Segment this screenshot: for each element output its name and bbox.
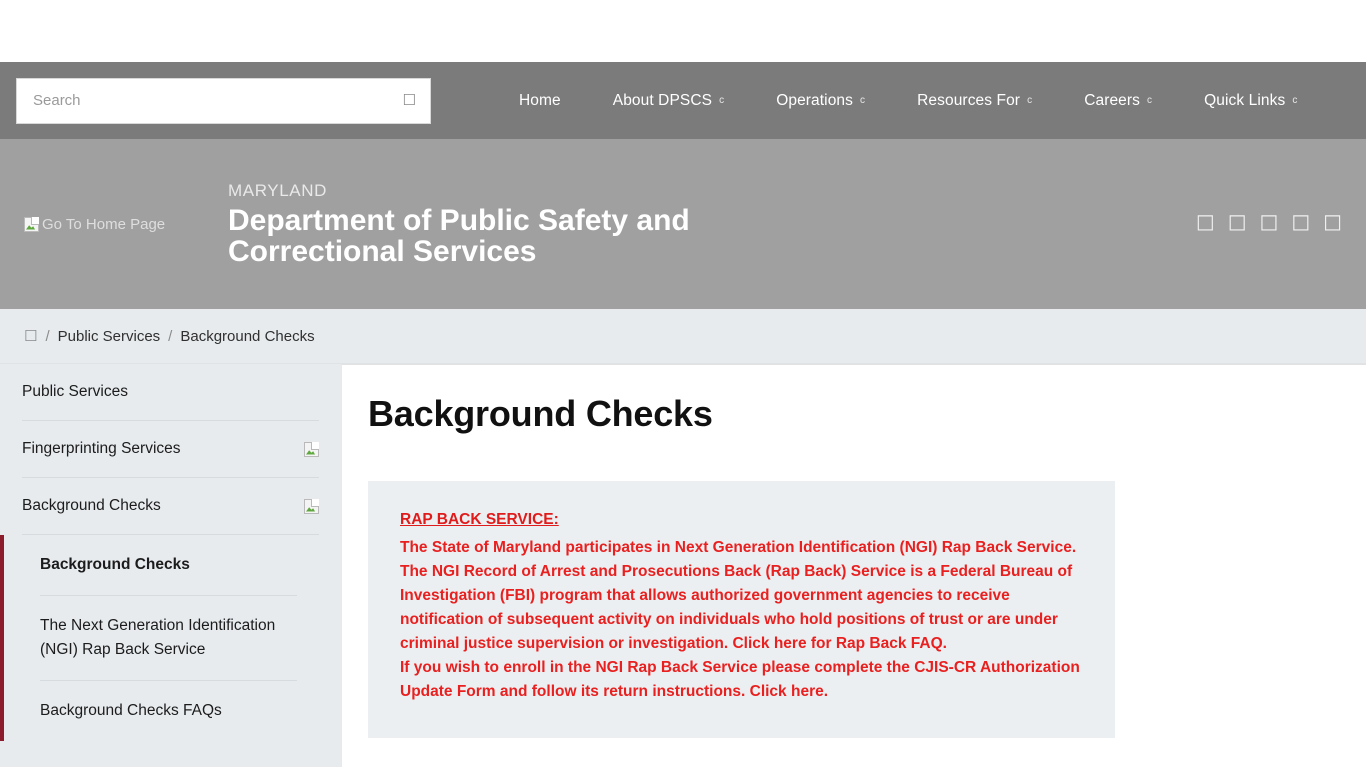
primary-navigation-bar [0, 62, 1366, 139]
nav-item-label: Quick Links [1204, 91, 1286, 109]
chevron-down-icon: c [1027, 95, 1033, 106]
home-logo-link[interactable] [24, 216, 214, 233]
sidebar-subnav-item-background-checks[interactable] [40, 535, 297, 596]
breadcrumb-item-public-services[interactable]: Public Services [57, 327, 161, 345]
sidebar-item-label: Public Services [22, 383, 128, 400]
social-links [1195, 211, 1342, 236]
banner-text-block [228, 181, 788, 268]
twitter-icon[interactable]: ☐ [1227, 211, 1247, 236]
sidebar-item-label: Fingerprinting Services [22, 440, 181, 457]
youtube-icon[interactable]: ☐ [1291, 211, 1311, 236]
callout-paragraph-2: If you wish to enroll in the NGI Rap Back Service please complete the CJIS-CR Authorization Update Form and follow its return instructions. Click here. [400, 659, 1080, 700]
banner-state-label: MARYLAND [228, 180, 327, 200]
chevron-down-icon: c [1292, 95, 1298, 106]
breadcrumb-item-background-checks: Background Checks [180, 327, 315, 345]
home-icon[interactable]: ☐ [24, 326, 38, 345]
nav-item-home[interactable] [493, 92, 587, 110]
nav-item-label: Resources For [917, 91, 1021, 109]
sidebar [0, 364, 341, 767]
broken-image-icon [304, 499, 319, 514]
callout-paragraph-1: The State of Maryland participates in Next Generation Identification (NGI) Rap Back Service. The NGI Record of Arrest and Prosecutions Back (Rap Back) Service is a Federal Bureau of Investigation (FBI) program that allows authorized government agencies to receive notification of subsequent activity on individuals who hold positions of trust or are under criminal justice supervision or investigation. Click here for Rap Back FAQ. [400, 539, 1077, 652]
search-box[interactable] [16, 78, 431, 124]
banner-department-title: Department of Public Safety and Correctional Services [228, 203, 690, 268]
sidebar-subnav-label: Background Checks FAQs [40, 702, 222, 720]
sidebar-subnav-item-ngi-rap-back-service[interactable] [40, 596, 297, 681]
callout-body [400, 536, 1083, 704]
callout-heading-link[interactable]: RAP BACK SERVICE: [400, 511, 559, 528]
sidebar-item-public-services[interactable] [22, 364, 319, 421]
sidebar-subnav [0, 535, 319, 741]
page-body [0, 364, 1366, 767]
page-title: Background Checks [368, 393, 713, 434]
nav-item-label: Operations [776, 91, 854, 109]
breadcrumb [0, 309, 1366, 364]
instagram-icon[interactable]: ☐ [1259, 211, 1279, 236]
nav-item-about-dpscs[interactable] [587, 92, 750, 110]
chevron-down-icon: c [860, 95, 866, 106]
sidebar-item-label: Background Checks [22, 497, 161, 514]
nav-item-label: Home [519, 91, 561, 109]
nav-item-quick-links[interactable] [1178, 92, 1323, 110]
rap-back-service-callout [368, 481, 1115, 738]
search-icon[interactable]: ☐ [402, 91, 416, 109]
nav-item-resources-for[interactable] [891, 92, 1058, 110]
nav-item-label: About DPSCS [612, 91, 713, 109]
linkedin-icon[interactable]: ☐ [1323, 211, 1342, 236]
nav-item-label: Careers [1084, 91, 1141, 109]
sidebar-item-background-checks[interactable] [22, 478, 319, 535]
sidebar-item-fingerprinting-services[interactable] [22, 421, 319, 478]
breadcrumb-separator: / [45, 327, 50, 345]
search-input[interactable] [31, 91, 403, 110]
logo-alt-text: Go To Home Page [42, 215, 166, 233]
main-content [341, 364, 1366, 767]
chevron-down-icon: c [719, 95, 725, 106]
broken-image-icon [24, 217, 39, 232]
breadcrumb-separator: / [168, 327, 173, 345]
nav-items [493, 92, 1323, 110]
broken-image-icon [304, 442, 319, 457]
sidebar-subnav-item-background-checks-faqs[interactable] [40, 681, 297, 741]
sidebar-subnav-label: Background Checks [40, 556, 190, 573]
sidebar-subnav-label: The Next Generation Identification (NGI) Rap Back Service [40, 617, 276, 659]
nav-item-careers[interactable] [1058, 92, 1178, 110]
top-white-strip [0, 0, 1366, 62]
agency-banner [0, 139, 1366, 309]
nav-item-operations[interactable] [750, 92, 891, 110]
chevron-down-icon: c [1147, 95, 1153, 106]
facebook-icon[interactable]: ☐ [1195, 211, 1215, 236]
